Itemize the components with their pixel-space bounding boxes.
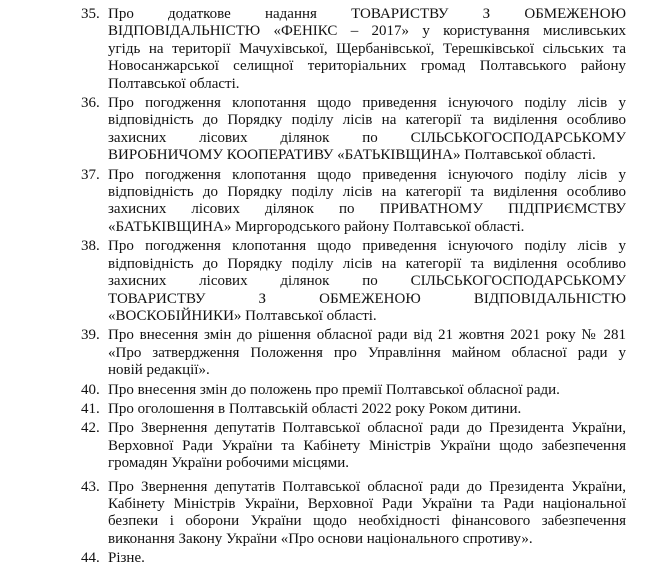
text-line: захисних лісових ділянок по ПРИВАТНОМУ ПІДПРИЄМСТВУ [108, 201, 626, 218]
agenda-item [0, 479, 650, 549]
text-line: Про погодження клопотання щодо приведення існуючого поділу лісів у [108, 166, 626, 183]
agenda-item [0, 401, 650, 418]
item-number: 39. [81, 327, 100, 344]
text-line: відповідність до Порядку поділу лісів на категорії та виділення особливо [108, 255, 626, 272]
text-line: ВІДПОВІДАЛЬНІСТЮ «ФЕНІКС – 2017» у користування мисливських [108, 23, 626, 40]
text-line: виконання Закону України «Про основи національного спротиву». [108, 530, 533, 547]
item-text [108, 167, 626, 237]
agenda-item [0, 238, 650, 325]
text-line: ВИРОБНИЧОМУ КООПЕРАТИВУ «БАТЬКІВЩИНА» Полтавської області. [108, 147, 596, 164]
item-text [108, 95, 626, 165]
text-line: відповідність до Порядку поділу лісів на категорії та виділення особливо [108, 112, 626, 129]
text-line: Про погодження клопотання щодо приведення існуючого поділу лісів у [108, 95, 626, 112]
item-text [108, 238, 626, 325]
agenda-item [0, 382, 650, 399]
text-line: Полтавської області. [108, 75, 240, 92]
item-text [108, 479, 626, 549]
text-line: громадян України робочими місцями. [108, 455, 350, 472]
agenda-item [0, 420, 650, 472]
text-line: Про Звернення депутатів Полтавської обласної ради до Президента України, [108, 478, 626, 495]
text-line: Різне. [108, 550, 145, 567]
text-line: Про оголошення в Полтавській області 2022 року Роком дитини. [108, 400, 522, 417]
item-number: 43. [81, 478, 100, 495]
text-line: Про погодження клопотання щодо приведення існуючого поділу лісів у [108, 238, 626, 255]
item-number: 37. [81, 166, 100, 183]
text-line: «ВОСКОБІЙНИКИ» Полтавської області. [108, 307, 377, 324]
text-line: безпеки і оборони України щодо необхідності фінансового забезпечення [108, 513, 626, 530]
item-number: 36. [81, 95, 100, 112]
item-text [108, 550, 626, 567]
item-text [108, 420, 626, 472]
item-number: 41. [81, 400, 100, 417]
item-number: 42. [81, 420, 100, 437]
text-line: захисних лісових ділянок по СІЛЬСЬКОГОСПОДАРСЬКОМУ [108, 129, 626, 146]
agenda-item [0, 95, 650, 165]
item-number: 40. [81, 381, 100, 398]
item-text [108, 382, 626, 399]
text-line: «Про затвердження Положення про Управління майном обласної ради у [108, 344, 626, 361]
item-number: 44. [81, 550, 100, 567]
item-text [108, 327, 626, 379]
agenda-document [0, 6, 650, 570]
text-line: Про внесення змін до рішення обласної ради від 21 жовтня 2021 року № 281 [108, 327, 626, 344]
text-line: угідь на території Мачухівської, Щербанівської, Терешківської сільських та [108, 40, 626, 57]
text-line: «БАТЬКІВЩИНА» Миргородського району Полтавської області. [108, 218, 525, 235]
text-line: Кабінету Міністрів України, Верховної Ради України та Ради національної [108, 495, 626, 512]
text-line: Верховної Ради України та Кабінету Міністрів України щодо забезпечення [108, 437, 626, 454]
item-text [108, 6, 626, 93]
text-line: Про Звернення депутатів Полтавської обласної ради до Президента України, [108, 420, 626, 437]
text-line: ТОВАРИСТВУ З ОБМЕЖЕНОЮ ВІДПОВІДАЛЬНІСТЮ [108, 290, 626, 307]
text-line: Про внесення змін до положень про премії Полтавської обласної ради. [108, 381, 560, 398]
agenda-item [0, 550, 650, 567]
item-text [108, 401, 626, 418]
agenda-item [0, 167, 650, 237]
text-line: Новосанжарської селищної територіальних громад Полтавського району [108, 58, 626, 75]
agenda-item [0, 327, 650, 379]
text-line: Про додаткове надання ТОВАРИСТВУ З ОБМЕЖЕНОЮ [108, 6, 626, 22]
item-number: 38. [81, 238, 100, 255]
agenda-item [0, 6, 650, 93]
text-line: відповідність до Порядку поділу лісів на категорії та виділення особливо [108, 184, 626, 201]
text-line: новій редакції». [108, 362, 210, 379]
item-number: 35. [81, 6, 100, 22]
text-line: захисних лісових ділянок по СІЛЬСЬКОГОСПОДАРСЬКОМУ [108, 273, 626, 290]
